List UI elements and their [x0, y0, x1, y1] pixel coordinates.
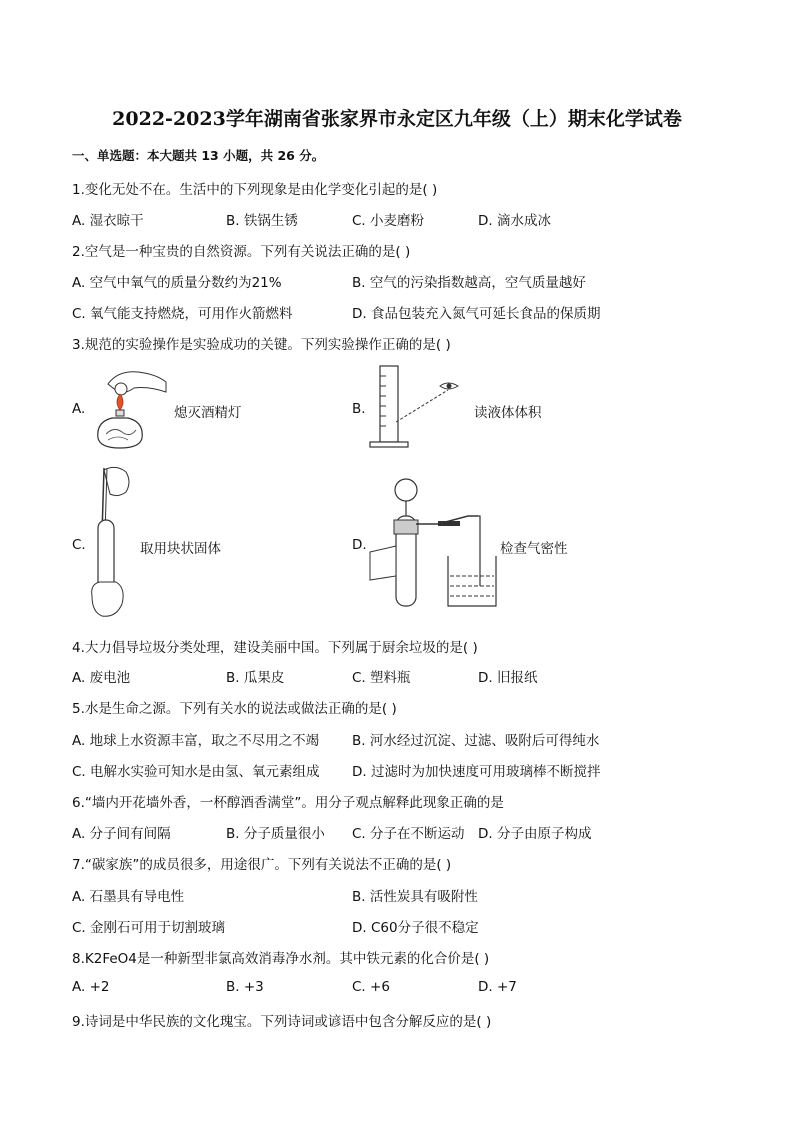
q3-option-d: D. — [352, 537, 367, 553]
q3-caption-a: 熄灭酒精灯 — [174, 405, 242, 421]
q5-option-d: D. 过滤时为加快速度可用玻璃棒不断搅拌 — [352, 764, 601, 780]
q7-option-a: A. 石墨具有导电性 — [72, 889, 185, 905]
q5-option-c: C. 电解水实验可知水是由氢、氧元素组成 — [72, 764, 320, 780]
q3-option-c: C. — [72, 537, 86, 553]
q5-option-b: B. 河水经过沉淀、过滤、吸附后可得纯水 — [352, 733, 600, 749]
page-title: 2022-2023学年湖南省张家界市永定区九年级（上）期末化学试卷 — [112, 108, 682, 130]
q3-option-a: A. — [72, 401, 86, 417]
question-9-stem: 9.诗词是中华民族的文化瑰宝。下列诗词或谚语中包含分解反应的是( ) — [72, 1014, 492, 1030]
question-1-stem: 1.变化无处不在。生活中的下列现象是由化学变化引起的是( ) — [72, 182, 438, 198]
q6-option-a: A. 分子间有间隔 — [72, 826, 171, 842]
q3-caption-d: 检查气密性 — [500, 541, 568, 557]
q1-option-c: C. 小麦磨粉 — [352, 213, 425, 229]
q8-option-c: C. +6 — [352, 979, 390, 995]
q8-option-b: B. +3 — [226, 979, 264, 995]
q7-option-b: B. 活性炭具有吸附性 — [352, 889, 478, 905]
q1-option-b: B. 铁锅生锈 — [226, 213, 298, 229]
graduated-cylinder-illustration — [368, 362, 468, 452]
q8-option-a: A. +2 — [72, 979, 110, 995]
question-2-stem: 2.空气是一种宝贵的自然资源。下列有关说法正确的是( ) — [72, 244, 411, 260]
section-heading: 一、单选题：本大题共 13 小题，共 26 分。 — [72, 148, 325, 163]
q7-option-c: C. 金刚石可用于切割玻璃 — [72, 920, 226, 936]
q3-option-b: B. — [352, 401, 366, 417]
q6-option-c: C. 分子在不断运动 — [352, 826, 465, 842]
question-7-stem: 7.“碳家族”的成员很多，用途很广。下列有关说法不正确的是( ) — [72, 857, 452, 873]
q8-option-d: D. +7 — [478, 979, 517, 995]
q6-option-b: B. 分子质量很小 — [226, 826, 325, 842]
q2-option-d: D. 食品包装充入氮气可延长食品的保质期 — [352, 306, 601, 322]
q6-option-d: D. 分子由原子构成 — [478, 826, 592, 842]
airtightness-check-illustration — [368, 476, 498, 610]
alcohol-lamp-illustration — [88, 364, 168, 456]
q4-option-b: B. 瓜果皮 — [226, 670, 285, 686]
q4-option-a: A. 废电池 — [72, 670, 131, 686]
q4-option-d: D. 旧报纸 — [478, 670, 538, 686]
q4-option-c: C. 塑料瓶 — [352, 670, 411, 686]
question-5-stem: 5.水是生命之源。下列有关水的说法或做法正确的是( ) — [72, 701, 397, 717]
q2-option-a: A. 空气中氧气的质量分数约为21% — [72, 275, 282, 291]
q2-option-c: C. 氧气能支持燃烧，可用作火箭燃料 — [72, 306, 293, 322]
q1-option-d: D. 滴水成冰 — [478, 213, 551, 229]
q7-option-d: D. C60分子很不稳定 — [352, 920, 479, 936]
q5-option-a: A. 地球上水资源丰富，取之不尽用之不竭 — [72, 733, 320, 749]
test-tube-tweezers-illustration — [86, 464, 136, 622]
q1-option-a: A. 湿衣晾干 — [72, 213, 144, 229]
question-3-stem: 3.规范的实验操作是实验成功的关键。下列实验操作正确的是( ) — [72, 337, 451, 353]
q2-option-b: B. 空气的污染指数越高，空气质量越好 — [352, 275, 586, 291]
q3-caption-b: 读液体体积 — [474, 405, 542, 421]
question-6-stem: 6.“墙内开花墙外香，一杯醇酒香满堂”。用分子观点解释此现象正确的是 — [72, 795, 504, 811]
question-4-stem: 4.大力倡导垃圾分类处理，建设美丽中国。下列属于厨余垃圾的是( ) — [72, 640, 478, 656]
question-8-stem: 8.K2FeO4是一种新型非氯高效消毒净水剂。其中铁元素的化合价是( ) — [72, 951, 490, 967]
q3-caption-c: 取用块状固体 — [140, 541, 221, 557]
